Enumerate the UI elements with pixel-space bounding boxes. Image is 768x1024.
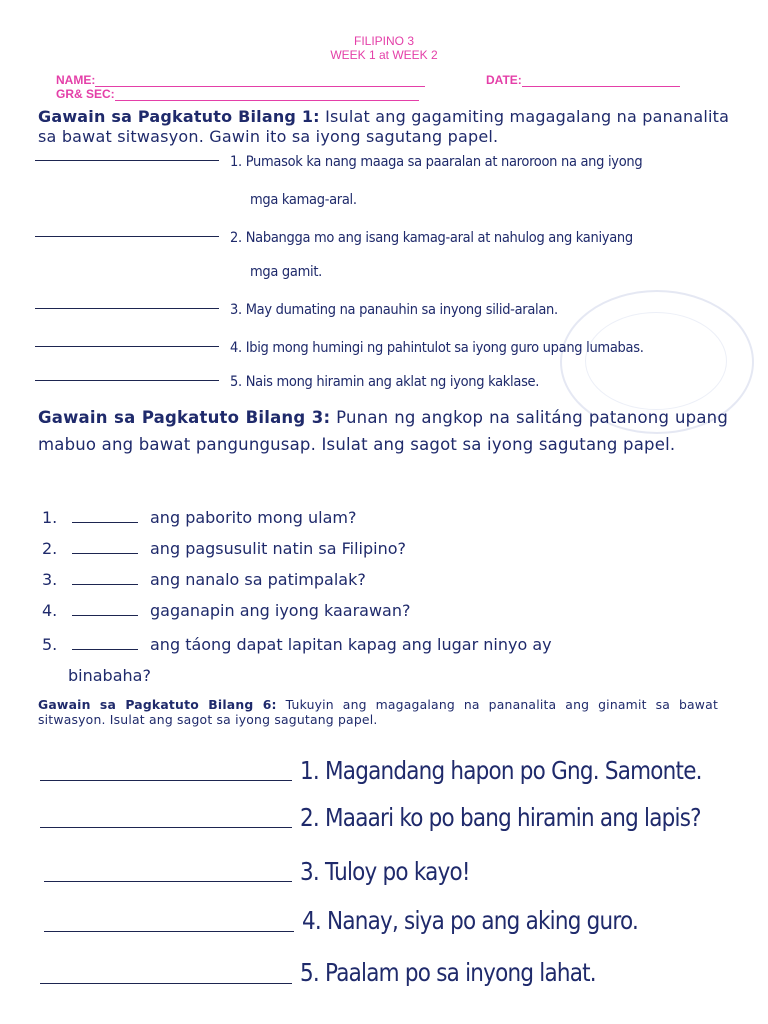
gawain-1-item-4 bbox=[230, 340, 644, 356]
gawain-1-item-5 bbox=[230, 374, 539, 390]
gawain-3-item-5 bbox=[42, 635, 552, 654]
gawain-3-answer-blank-4[interactable] bbox=[72, 601, 138, 616]
item-number: 4. bbox=[42, 601, 58, 620]
gawain-6-answer-blank-3[interactable] bbox=[44, 881, 292, 882]
gawain-3-item-4 bbox=[42, 601, 410, 620]
gawain-6-answer-blank-4[interactable] bbox=[44, 931, 294, 932]
gawain-3-item-3 bbox=[42, 570, 366, 589]
gawain-6-text: Tukuyin ang magagalang na pananalita ang ginamit sa bawat sitwasyon. Isulat ang sagot sa iyong sagutang papel. bbox=[38, 697, 718, 727]
gawain-1-text: Isulat ang gagamiting magagalang na pananalita sa bawat sitwasyon. Gawin ito sa iyong sagutang papel. bbox=[38, 107, 730, 146]
gawain-6-title: Gawain sa Pagkatuto Bilang 6: bbox=[38, 697, 277, 712]
gawain-3-answer-blank-1[interactable] bbox=[72, 508, 138, 523]
gawain-6-item-1: 1. Magandang hapon po Gng. Samonte. bbox=[300, 756, 702, 785]
gawain-1-item-1 bbox=[230, 154, 642, 170]
section-field[interactable] bbox=[56, 87, 419, 101]
gawain-3-text: Punan ng angkop na salitáng patanong upang mabuo ang bawat pangungusap. Isulat ang sagot sa iyong sagutang papel. bbox=[38, 408, 728, 454]
name-label: NAME: bbox=[56, 73, 96, 87]
item-number: 1. bbox=[42, 508, 58, 527]
gawain-1-item-1-cont: mga kamag-aral. bbox=[250, 192, 357, 208]
gawain-6-item-3: 3. Tuloy po kayo! bbox=[300, 857, 470, 886]
item-number: 3. bbox=[42, 570, 58, 589]
gawain-3-title: Gawain sa Pagkatuto Bilang 3: bbox=[38, 408, 331, 427]
gawain-1-answer-blank-4[interactable] bbox=[35, 346, 219, 347]
item-text: Nais mong hiramin ang aklat ng iyong kaklase. bbox=[245, 374, 540, 390]
section-blank[interactable] bbox=[115, 89, 419, 101]
gawain-1-answer-blank-5[interactable] bbox=[35, 380, 219, 381]
item-text: May dumating na panauhin sa inyong silid-aralan. bbox=[245, 302, 558, 318]
gawain-3-item-5-cont: binabaha? bbox=[68, 666, 151, 685]
item-text: Pumasok ka nang maaga sa paaralan at naroroon na ang iyong bbox=[245, 154, 643, 170]
gawain-1-answer-blank-3[interactable] bbox=[35, 308, 219, 309]
gawain-1-answer-blank-1[interactable] bbox=[35, 160, 219, 161]
date-label: DATE: bbox=[486, 73, 522, 87]
gawain-1-title: Gawain sa Pagkatuto Bilang 1: bbox=[38, 107, 320, 126]
item-number: 5. bbox=[230, 374, 242, 390]
gawain-6-item-2: 2. Maaari ko po bang hiramin ang lapis? bbox=[300, 803, 701, 832]
name-blank[interactable] bbox=[95, 75, 425, 87]
item-text: Nabangga mo ang isang kamag-aral at nahulog ang kaniyang bbox=[245, 230, 633, 246]
gawain-3-instructions bbox=[38, 404, 728, 458]
name-field[interactable] bbox=[56, 73, 425, 87]
gawain-6-item-5: 5. Paalam po sa inyong lahat. bbox=[300, 958, 596, 987]
item-text: ang táong dapat lapitan kapag ang lugar ninyo ay bbox=[150, 635, 552, 654]
item-text: ang paborito mong ulam? bbox=[150, 508, 357, 527]
gawain-6-answer-blank-5[interactable] bbox=[40, 983, 292, 984]
gawain-1-item-3 bbox=[230, 302, 558, 318]
week-title: WEEK 1 at WEEK 2 bbox=[330, 48, 438, 62]
date-blank[interactable] bbox=[522, 75, 680, 87]
gawain-6-item-4: 4. Nanay, siya po ang aking guro. bbox=[302, 906, 639, 935]
gawain-3-answer-blank-5[interactable] bbox=[72, 635, 138, 650]
gawain-3-answer-blank-2[interactable] bbox=[72, 539, 138, 554]
item-number: 5. bbox=[42, 635, 58, 654]
gawain-1-item-2 bbox=[230, 230, 633, 246]
item-text: ang pagsusulit natin sa Filipino? bbox=[150, 539, 407, 558]
gawain-3-answer-blank-3[interactable] bbox=[72, 570, 138, 585]
section-label: GR& SEC: bbox=[56, 87, 115, 101]
item-number: 1. bbox=[230, 154, 242, 170]
gawain-1-answer-blank-2[interactable] bbox=[35, 236, 219, 237]
gawain-3-item-1 bbox=[42, 508, 357, 527]
item-number: 3. bbox=[230, 302, 242, 318]
gawain-3-item-2 bbox=[42, 539, 406, 558]
item-text: Ibig mong humingi ng pahintulot sa iyong guro upang lumabas. bbox=[245, 340, 644, 356]
date-field[interactable] bbox=[486, 73, 680, 87]
item-number: 2. bbox=[42, 539, 58, 558]
gawain-1-item-2-cont: mga gamit. bbox=[250, 264, 322, 280]
subject-title: FILIPINO 3 bbox=[353, 34, 415, 48]
item-text: gaganapin ang iyong kaarawan? bbox=[150, 601, 411, 620]
gawain-6-instructions bbox=[38, 697, 718, 727]
gawain-6-answer-blank-2[interactable] bbox=[40, 827, 292, 828]
item-number: 2. bbox=[230, 230, 242, 246]
school-seal-watermark-inner bbox=[585, 312, 727, 410]
worksheet-header bbox=[0, 34, 768, 62]
gawain-1-instructions bbox=[38, 107, 738, 147]
item-number: 4. bbox=[230, 340, 242, 356]
item-text: ang nanalo sa patimpalak? bbox=[150, 570, 366, 589]
gawain-6-answer-blank-1[interactable] bbox=[40, 780, 292, 781]
